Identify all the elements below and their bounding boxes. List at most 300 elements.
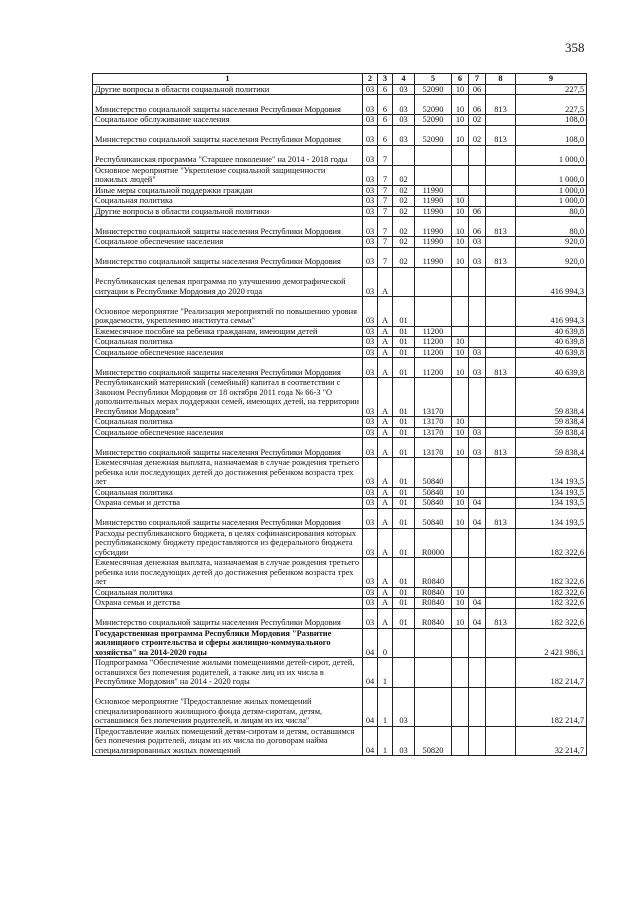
code-section: 10 [452,508,469,528]
table-row [93,145,587,165]
code-direction: 13170 [415,378,452,417]
code-section: 10 [452,587,469,598]
code-subsection [469,487,486,498]
table-row [93,587,587,598]
code-subsection [469,726,486,756]
code-section: 10 [452,84,469,95]
code-subsection: 03 [469,358,486,378]
code-program: 03 [363,347,378,358]
code-program: 04 [363,628,378,658]
row-amount: 920,0 [516,237,587,248]
code-program: 03 [363,587,378,598]
code-section [452,297,469,327]
code-ministry [486,185,516,196]
code-ministry [486,378,516,417]
code-ministry [486,598,516,609]
code-subprogram: 1 [378,687,393,726]
code-event: 02 [393,206,415,217]
column-header: 8 [486,74,516,85]
code-subprogram: 1 [378,726,393,756]
table-row [93,326,587,337]
code-event: 01 [393,598,415,609]
code-program: 03 [363,417,378,428]
code-ministry [486,84,516,95]
code-event: 01 [393,458,415,488]
code-event: 01 [393,587,415,598]
table-row [93,378,587,417]
code-subprogram: А [378,337,393,348]
row-amount: 80,0 [516,206,587,217]
row-name: Министерство социальной защиты населения Республики Мордовия [93,95,363,115]
table-row [93,115,587,126]
code-direction: 11990 [415,217,452,237]
row-amount: 182 322,6 [516,528,587,558]
row-name: Социальная политика [93,337,363,348]
row-name: Социальное обеспечение населения [93,237,363,248]
row-name: Министерство социальной защиты населения Республики Мордовия [93,247,363,267]
code-ministry [486,458,516,488]
code-section [452,628,469,658]
code-subsection [469,528,486,558]
row-amount: 134 193,5 [516,487,587,498]
code-section [452,378,469,417]
code-ministry [486,237,516,248]
table-row [93,358,587,378]
code-direction: 11990 [415,206,452,217]
code-subsection [469,628,486,658]
code-subprogram: 7 [378,196,393,207]
budget-table [92,73,587,756]
code-section [452,326,469,337]
code-section: 10 [452,347,469,358]
code-subsection: 03 [469,438,486,458]
row-amount: 182 322,6 [516,598,587,609]
row-amount: 80,0 [516,217,587,237]
code-subprogram: А [378,427,393,438]
row-amount: 182 214,7 [516,658,587,688]
column-header: 5 [415,74,452,85]
code-event: 01 [393,347,415,358]
code-program: 03 [363,498,378,509]
table-row [93,438,587,458]
code-program: 03 [363,125,378,145]
code-section [452,726,469,756]
code-event: 01 [393,528,415,558]
code-program: 03 [363,598,378,609]
row-name: Подпрограмма "Обеспечение жилыми помещениями детей-сирот, детей, оставшихся без попечения родителей, а также лиц из их числа в Республике Мордовия" на 2014 - 2020 годы [93,658,363,688]
code-program: 03 [363,558,378,588]
code-direction [415,658,452,688]
row-name: Республиканская целевая программа по улучшению демографической ситуации в Республике Мордовия до 2020 года [93,267,363,297]
code-program: 03 [363,247,378,267]
table-row [93,608,587,628]
row-name: Социальная политика [93,487,363,498]
code-subsection: 06 [469,206,486,217]
code-subprogram: А [378,326,393,337]
code-section: 10 [452,196,469,207]
row-amount: 59 838,4 [516,378,587,417]
code-section [452,185,469,196]
code-program: 04 [363,687,378,726]
code-program: 03 [363,487,378,498]
column-header: 9 [516,74,587,85]
code-direction: 13170 [415,438,452,458]
row-amount: 134 193,5 [516,508,587,528]
code-direction: 11990 [415,247,452,267]
table-row [93,687,587,726]
code-event: 01 [393,417,415,428]
code-subprogram: А [378,358,393,378]
code-ministry [486,417,516,428]
row-name: Основное мероприятие "Укрепление социальной защищенности пожилых людей" [93,165,363,185]
code-event: 02 [393,196,415,207]
table-row [93,427,587,438]
code-event: 01 [393,498,415,509]
code-direction: 11200 [415,337,452,348]
row-amount: 182 322,6 [516,587,587,598]
code-section [452,528,469,558]
table-row [93,598,587,609]
code-direction [415,628,452,658]
code-section: 10 [452,438,469,458]
code-program: 03 [363,438,378,458]
code-program: 03 [363,185,378,196]
row-name: Министерство социальной защиты населения Республики Мордовия [93,508,363,528]
code-program: 03 [363,458,378,488]
row-name: Министерство социальной защиты населения Республики Мордовия [93,125,363,145]
table-row [93,237,587,248]
code-program: 03 [363,206,378,217]
table-row [93,658,587,688]
row-name: Министерство социальной защиты населения Республики Мордовия [93,217,363,237]
table-row [93,628,587,658]
code-section: 10 [452,247,469,267]
code-program: 03 [363,165,378,185]
row-name: Иные меры социальной поддержки граждан [93,185,363,196]
code-event: 02 [393,185,415,196]
code-ministry [486,487,516,498]
column-header: 1 [93,74,363,85]
code-subprogram: 6 [378,84,393,95]
row-amount: 108,0 [516,115,587,126]
row-name: Предоставление жилых помещений детям-сиротам и детям, оставшимся без попечения родителей, лицам из их числа по договорам найма специализированных жилых помещений [93,726,363,756]
code-subsection: 04 [469,598,486,609]
table-row [93,487,587,498]
row-amount: 40 639,8 [516,337,587,348]
code-direction: 50840 [415,458,452,488]
code-ministry [486,726,516,756]
row-amount: 416 994,3 [516,297,587,327]
code-direction: 50840 [415,487,452,498]
code-ministry: 813 [486,508,516,528]
code-program: 03 [363,528,378,558]
row-amount: 1 000,0 [516,185,587,196]
row-name: Социальная политика [93,196,363,207]
code-subsection [469,378,486,417]
code-subprogram: 1 [378,658,393,688]
code-direction: 11990 [415,237,452,248]
row-amount: 1 000,0 [516,196,587,207]
table-row [93,125,587,145]
code-event: 01 [393,326,415,337]
code-direction: 11990 [415,185,452,196]
code-section: 10 [452,598,469,609]
column-header: 7 [469,74,486,85]
code-direction: 13170 [415,417,452,428]
row-amount: 416 994,3 [516,267,587,297]
code-subsection: 04 [469,508,486,528]
code-subprogram: А [378,487,393,498]
code-ministry [486,498,516,509]
code-event: 03 [393,687,415,726]
code-subprogram: А [378,587,393,598]
code-event: 01 [393,427,415,438]
code-ministry [486,427,516,438]
table-row [93,267,587,297]
code-ministry [486,145,516,165]
table-row [93,558,587,588]
row-amount: 227,5 [516,95,587,115]
row-amount: 59 838,4 [516,438,587,458]
row-name: Другие вопросы в области социальной политики [93,206,363,217]
code-subsection: 04 [469,608,486,628]
code-subsection [469,417,486,428]
code-direction: 50820 [415,726,452,756]
code-ministry [486,587,516,598]
row-amount: 32 214,7 [516,726,587,756]
code-subprogram: А [378,528,393,558]
code-program: 03 [363,378,378,417]
code-subprogram: 7 [378,247,393,267]
code-event: 03 [393,726,415,756]
code-ministry [486,337,516,348]
code-subsection: 02 [469,125,486,145]
code-subsection [469,458,486,488]
code-subsection [469,297,486,327]
row-amount: 40 639,8 [516,326,587,337]
row-name: Другие вопросы в области социальной политики [93,84,363,95]
code-event: 01 [393,358,415,378]
table-row [93,247,587,267]
code-subprogram: А [378,598,393,609]
code-direction [415,687,452,726]
row-amount: 134 193,5 [516,498,587,509]
code-ministry [486,628,516,658]
code-subsection [469,326,486,337]
row-name: Охрана семьи и детства [93,498,363,509]
column-header: 6 [452,74,469,85]
column-header: 2 [363,74,378,85]
code-program: 03 [363,267,378,297]
code-subprogram: 7 [378,185,393,196]
row-amount: 1 000,0 [516,145,587,165]
code-ministry: 813 [486,358,516,378]
code-program: 03 [363,297,378,327]
row-amount: 182 322,6 [516,558,587,588]
code-ministry [486,347,516,358]
row-name: Социальное обеспечение населения [93,347,363,358]
row-amount: 1 000,0 [516,165,587,185]
code-event: 03 [393,95,415,115]
row-name: Социальная политика [93,417,363,428]
code-event: 03 [393,125,415,145]
code-direction: R0840 [415,598,452,609]
code-subsection [469,658,486,688]
code-event: 01 [393,487,415,498]
code-section: 10 [452,608,469,628]
code-event: 02 [393,165,415,185]
row-amount: 182 214,7 [516,687,587,726]
code-event [393,145,415,165]
table-row [93,458,587,488]
code-subsection: 04 [469,498,486,509]
code-direction [415,165,452,185]
code-direction: 52090 [415,95,452,115]
code-section: 10 [452,498,469,509]
code-subsection [469,185,486,196]
code-subprogram: 6 [378,115,393,126]
row-name: Расходы республиканского бюджета, в целях софинансирования которых республиканскому бюджету предоставляются из федерального бюджета субсидии [93,528,363,558]
code-program: 03 [363,427,378,438]
table-row [93,84,587,95]
row-name: Социальное обслуживание населения [93,115,363,126]
code-section: 10 [452,337,469,348]
table-row [93,726,587,756]
code-subprogram: А [378,417,393,428]
row-amount: 108,0 [516,125,587,145]
code-program: 03 [363,608,378,628]
code-event: 03 [393,84,415,95]
code-subprogram: А [378,458,393,488]
table-row [93,196,587,207]
code-subsection [469,267,486,297]
code-direction: 50840 [415,508,452,528]
row-amount: 182 322,6 [516,608,587,628]
code-event: 01 [393,508,415,528]
code-direction: 11200 [415,358,452,378]
row-name: Министерство социальной защиты населения Республики Мордовия [93,608,363,628]
code-program: 03 [363,508,378,528]
row-amount: 134 193,5 [516,458,587,488]
code-subprogram: 7 [378,145,393,165]
code-subprogram: 7 [378,217,393,237]
code-subsection [469,165,486,185]
code-subsection: 06 [469,84,486,95]
table-row [93,217,587,237]
code-event: 01 [393,558,415,588]
code-subprogram: 7 [378,165,393,185]
code-direction: R0000 [415,528,452,558]
code-program: 03 [363,145,378,165]
table-row [93,337,587,348]
row-amount: 40 639,8 [516,358,587,378]
code-subsection [469,145,486,165]
code-program: 03 [363,84,378,95]
code-ministry [486,206,516,217]
code-section: 10 [452,427,469,438]
code-ministry [486,165,516,185]
row-name: Социальное обеспечение населения [93,427,363,438]
code-event: 02 [393,247,415,267]
code-subsection [469,687,486,726]
table-row [93,347,587,358]
code-direction: R0840 [415,558,452,588]
table-row [93,498,587,509]
code-subsection [469,337,486,348]
code-direction: 52090 [415,115,452,126]
code-program: 03 [363,217,378,237]
column-header: 3 [378,74,393,85]
code-event [393,628,415,658]
code-ministry [486,297,516,327]
code-section [452,687,469,726]
code-section: 10 [452,125,469,145]
code-subprogram: А [378,297,393,327]
table-header-row [93,74,587,85]
code-subprogram: 7 [378,206,393,217]
code-subsection: 02 [469,115,486,126]
code-program: 03 [363,358,378,378]
code-section: 10 [452,417,469,428]
code-ministry [486,658,516,688]
code-program: 04 [363,658,378,688]
code-direction [415,267,452,297]
code-event: 01 [393,438,415,458]
code-program: 03 [363,337,378,348]
row-name: Ежемесячное пособие на ребенка гражданам, имеющим детей [93,326,363,337]
table-row [93,508,587,528]
page-number: 358 [565,40,585,55]
code-direction [415,297,452,327]
code-section: 10 [452,95,469,115]
table-row [93,417,587,428]
code-program: 03 [363,115,378,126]
row-name: Социальная политика [93,587,363,598]
code-section [452,267,469,297]
code-subprogram: А [378,267,393,297]
code-direction: 11200 [415,347,452,358]
code-direction: 13170 [415,427,452,438]
code-ministry [486,267,516,297]
code-subprogram: А [378,498,393,509]
code-ministry [486,115,516,126]
code-subprogram: А [378,608,393,628]
code-program: 04 [363,726,378,756]
code-section [452,458,469,488]
code-subsection: 03 [469,247,486,267]
code-section: 10 [452,115,469,126]
code-ministry [486,196,516,207]
row-name: Ежемесячная денежная выплата, назначаемая в случае рождения третьего ребенка или последующих детей до достижения ребенком возраста трех лет [93,558,363,588]
code-direction: R0840 [415,587,452,598]
code-section [452,558,469,588]
table-row [93,95,587,115]
code-subprogram: А [378,438,393,458]
code-subsection [469,558,486,588]
row-amount: 59 838,4 [516,417,587,428]
code-subprogram: 7 [378,237,393,248]
code-subprogram: 0 [378,628,393,658]
code-direction: 52090 [415,125,452,145]
code-event: 01 [393,297,415,327]
table-row [93,206,587,217]
code-subsection [469,587,486,598]
code-program: 03 [363,196,378,207]
table-row [93,185,587,196]
row-amount: 920,0 [516,247,587,267]
code-ministry [486,326,516,337]
code-section [452,658,469,688]
